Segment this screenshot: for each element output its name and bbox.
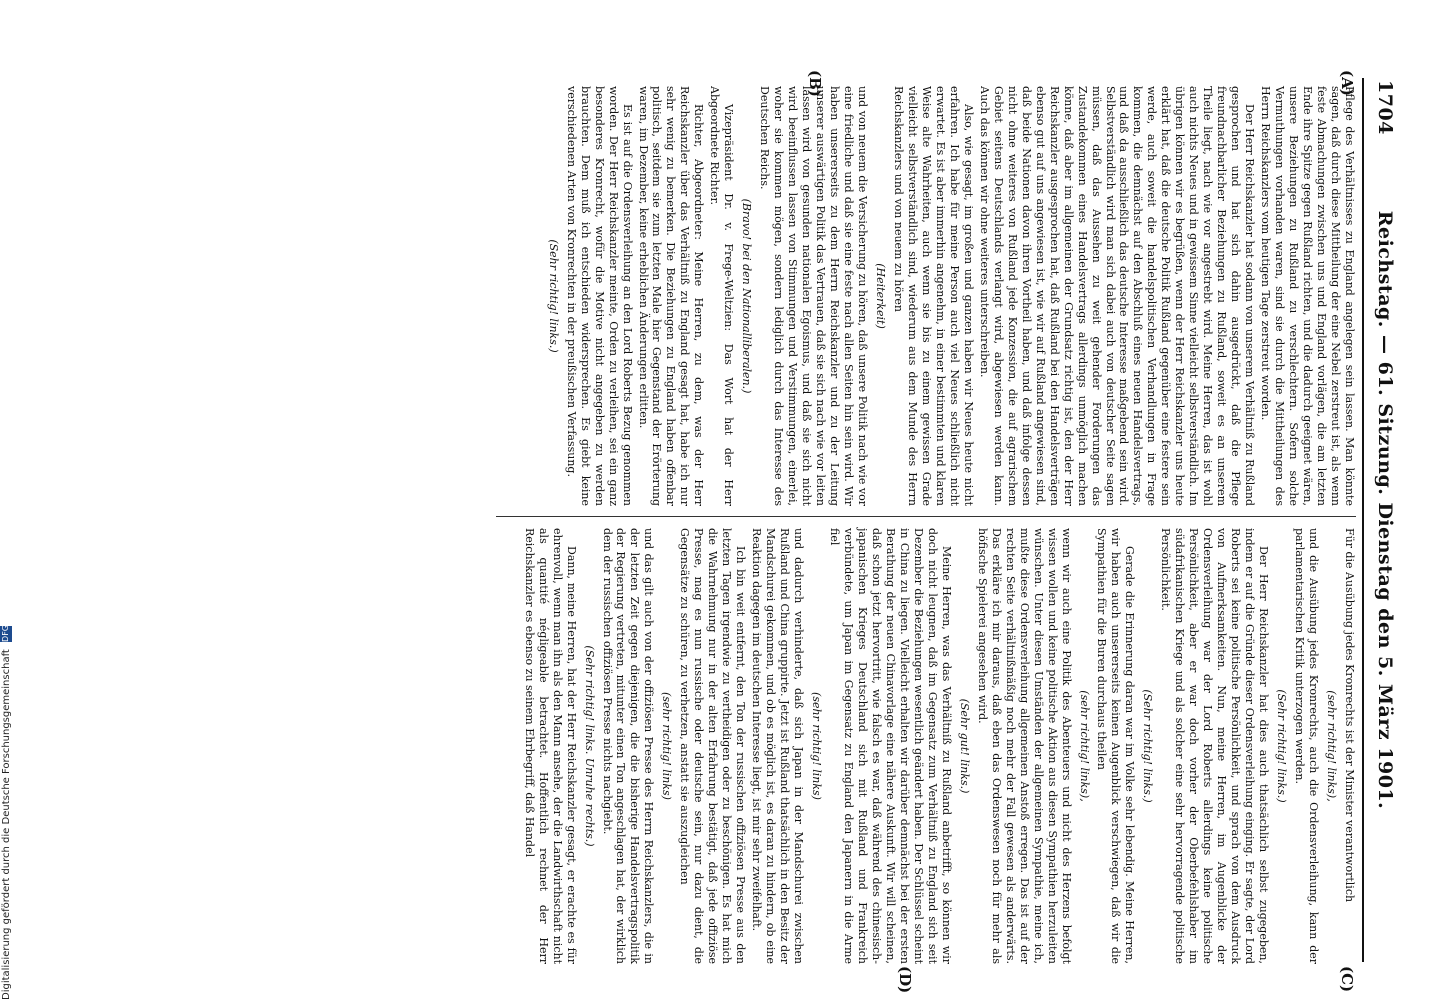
paragraph: Dann, meine Herren, hat der Herr Reichskanzler gesagt, er erachte es für ehrenvoll, wenn man ihn als den Mann ansehe, der die Landwirthschaft nicht als quantité négligeable betrachtet. Hoffentlich rechnet der Herr Reichskanzler es ebenso zu seinem Ehrbegriff, daß Handel (522, 528, 578, 964)
column-divider (496, 516, 1356, 517)
paragraph: Der Herr Reichskanzler hat sodann von unserem Verhältniß zu Rußland gesprochen und hat sich dahin ausgedrückt, daß die Pflege freundnachbarlicher Beziehungen zu Rußland, soweit es an unserem Theile liegt, nach wie vor angestrebt wird. Meine Herren, das ist wohl auch nichts Neues und in gewissem Sinne vielleicht selbstverständlich. Im übrigen können wir es begrüßen, wenn der Herr Reichskanzler uns heute erklärt hat, daß die deutsche Politik Rußland gegenüber eine festere sein werde, auch soweit die handelspolitischen Verhandlungen in Frage kommen, die demnächst auf den Abschluß eines neuen Handelsvertrags, und daß da ausschließlich das deutsche Interesse maßgebend sein wird. Selbstverständlich wird man sich dabei auch von deutscher Seite sagen müssen, daß das Aussehen zu weit gehender Forderungen das Zustandekommen eines Handelsvertrags allerdings unmöglich machen könne, daß aber im allgemeinen der Grundsatz richtig ist, den der Herr Reichskanzler ausgesprochen hat, daß Rußland bei den Handelsverträgen ebenso gut auf uns angewiesen ist, wie wir auf Rußland angewiesen sind, daß beide Nationen davon ihren Vortheil haben, und daß infolge dessen nicht ohne weiteres von Rußland jede Konzession, die auf agrarischem Gebiet seitens Deutschlands verlangt wird, abgewiesen werden kann. Auch das können wir ohne weiteres unterschreiben. (977, 86, 1257, 506)
margin-letter-d: (D) (896, 966, 914, 994)
interjection: (Sehr richtig! links. Unruhe rechts.) (582, 645, 596, 847)
interjection: (Sehr gut! links.) (957, 698, 971, 794)
interjection: (Sehr richtig! links.) (1141, 689, 1155, 803)
dfg-logo-icon: DFG (1, 625, 10, 642)
margin-letter-a: (A) (1338, 70, 1356, 96)
page-title: Reichstag. — 61. Sitzung. Dienstag den 5. März 1901. (1374, 210, 1396, 810)
paragraph: Der Herr Reichskanzler hat dies auch thatsächlich selbst zugegeben, indem er auf die Gründe dieser Ordensverleihung einging. Er sagte, der Lord Roberts sei keine politische Persönlichkeit, und sprach von dem Ausdruck von Aufmerksamkeiten. Nun, meine Herren, im Augenblicke der Ordensverleihung war der Lord Roberts allerdings keine politische Persönlichkeit, aber er war doch vorher der Oberbefehlshaber im südafrikanischen Kriege und als solcher eine sehr hervorragende politische Persönlichkeit. (1159, 528, 1271, 964)
margin-letter-b: (B) (806, 70, 824, 97)
left-column (496, 86, 1356, 506)
digitization-credit (0, 0, 20, 1000)
paragraph: Gerade die Erinnerung daran war im Volke sehr lebendig. Meine Herren, wir haben auch unsererseits keinen Augenblick verschwiegen, daß wir die Sympathien für die Buren durchaus theilen (1095, 528, 1137, 964)
credit-text: Digitalisierung gefördert durch die Deutsche Forschungsgemeinschaft (1, 649, 12, 1000)
paragraph: und die Ausübung jedes Kronrechts, auch die Ordensverleihung, kann der parlamentarischen Kritik unterzogen werden. (1293, 528, 1321, 964)
paragraph: Ich bin weit entfernt, den Ton der russischen offiziösen Presse aus den letzten Tagen irgendwie zu vertheidigen oder zu beschönigen. Es hat mich die Wahrnehmung nur in der alten Erfahrung bestätigt, daß jede offiziöse Presse, mag es nun russische oder deutsche sein, nur dazu dient, die Gegensätze zu schüren, zu verhetzen, anstatt sie auszugleichen (678, 528, 748, 964)
speaker-paragraph: Richter, Abgeordneter: Meine Herren, zu dem, was der Herr Reichskanzler über das Verhältniß zu England gesagt hat, habe ich nur sehr wenig zu bemerken. Die Beziehungen zu England haben offenbar politisch, seitdem sie zum letzten Male hier Gegenstand der Erörterung waren, im Dezember, keine erheblichen Änderungen erlitten. (636, 86, 706, 506)
paragraph: wenn wir auch eine Politik des Abenteuers und nicht des Herzens befolgt wissen wollen und keine politische Aktion aus diesen Sympathien herzuleiten wünschen. Unter diesen Umständen der allgemeinen Sympathie, meine ich, mußte diese Ordensverleihung allgemeinen Anstoß erregen. Das ist auf der rechten Seite verhältnißmäßig noch mehr der Fall gewesen als anderwärts. Das erkläre ich mir daraus, daß eben das Ordenswesen noch für mehr als höfische Spielerei angesehen wird. (975, 528, 1073, 964)
paragraph: und das gilt auch von der offiziösen Presse des Herrn Reichskanzlers, die in der letzten Zeit gegen diejenigen, die die bisherige Handelsvertragspolitik der Regierung vertreten, mitunter einen Ton angeschlagen hat, der wirklich dem der russischen offiziösen Presse nichts nachgiebt. (600, 528, 656, 964)
page-header (1368, 80, 1398, 940)
interjection: (sehr richtig! links) (660, 692, 674, 800)
paragraph: Pflege des Verhältnisses zu England angelegen sein lassen. Man könnte sagen, daß durch diese Mittheilung der eine Nebel zerstreut ist, als wenn feste Abmachungen zwischen uns und England vorlägen, die am letzten Ende ihre Spitze gegen Rußland richten, und die dadurch geeignet wären, unsere Beziehungen zu Rußland zu verschlechtern. Sofern solche Vermuthungen vorhanden waren, sind sie durch die Mittheilungen des Herrn Reichskanzlers vom heutigen Tage zerstreut worden. (1259, 86, 1356, 506)
interjection: (sehr richtig! links) (810, 692, 824, 800)
page-number: 1704 (1374, 80, 1396, 135)
interjection: (sehr richtig! links), (1077, 690, 1091, 802)
margin-letter-c: (C) (1338, 966, 1356, 993)
paragraph: Es ist auf die Ordensverleihung an den Lord Roberts Bezug genommen worden. Der Herr Reichskanzler meinte, Orden zu verleihen, sei ein ganz besonderes Kronrecht, wofür die Motive nicht angegeben zu werden brauchten. Dem muß ich entschieden widersprechen. Es giebt keine verschiedenen Arten von Kronrechten in der preußischen Verfassung. (564, 86, 634, 506)
interjection: (Bravo! bei den Nationalliberalen.) (740, 198, 754, 394)
paragraph: Also, wie gesagt, im großen und ganzen haben wir Neues heute nicht erfahren. Ich habe für meine Person auch viel Neues schließlich nicht erwartet. Es ist aber immerhin angenehm, in einer bestimmten und klaren Weise alte Wahrheiten, auch wenn sie bis zu einem gewissen Grade vielleicht selbstverständlich sind, wiederum aus dem Munde des Herrn Reichskanzlers und von neuem zu hören (892, 86, 975, 506)
speaker-announcement: Vizepräsident Dr. v. Frege-Weltzien: Das Wort hat der Herr Abgeordnete Richter. (708, 86, 736, 506)
interjection: (Sehr richtig! links.) (1275, 689, 1289, 803)
header-rule (1362, 78, 1364, 962)
paragraph: Für die Ausübung jedes Kronrechts ist der Minister verantwortlich (1343, 528, 1356, 903)
paragraph: und von neuem die Versicherung zu hören, daß unsere Politik nach wie vor eine friedliche und daß sie eine feste nach allen Seiten hin sein wird. Wir haben unsererseits zu dem Herrn Reichskanzler und zu der Leitung unserer auswärtigen Politik das Vertrauen, daß sie sich nach wie vor leiten lassen wird von gesunden nationalen Egoismus, und daß sie sich nicht wird beeinflussen lassen von Stimmungen und Verstimmungen, einerlei, woher sie kommen mögen, sondern lediglich durch das Interesse des Deutschen Reichs. (758, 86, 870, 506)
right-column (496, 528, 1356, 964)
interjection: (sehr richtig! links), (1325, 690, 1339, 802)
interjection: (Sehr richtig! links.) (546, 239, 560, 353)
paragraph: Meine Herren, was das Verhältniß zu Rußland anbetrifft, so können wir doch nicht leugnen, daß im Gegensatz zum Verhältniß zu England sich seit Dezember die Beziehungen wesentlich geändert haben. Der Schlüssel scheint in China zu liegen. Vielleicht erhalten wir darüber demnächst bei der ersten Berathung der neuen Chinavorlage eine nähere Auskunft. Wir will scheinen, daß schon jetzt hervortritt, wie falsch es war, daß während des chinesisch-japanischen Krieges Deutschland sich mit Rußland und Frankreich verbündete, um Japan im Gegensatz zu England den Japanern in die Arme fiel (828, 528, 953, 964)
paragraph: und dadurch verhinderte, daß sich Japan in der Mandschurei zwischen Rußland und China gruppirte. Jetzt ist Rußland thatsächlich in den Besitz der Mandschurei gekommen, und ob es möglich ist, es daran zu hindern, ob eine Reaktion dagegen im deutschen Interesse liegt, ist mir sehr zweifelhaft. (750, 528, 806, 964)
interjection: (Heiterkeit) (874, 263, 888, 329)
